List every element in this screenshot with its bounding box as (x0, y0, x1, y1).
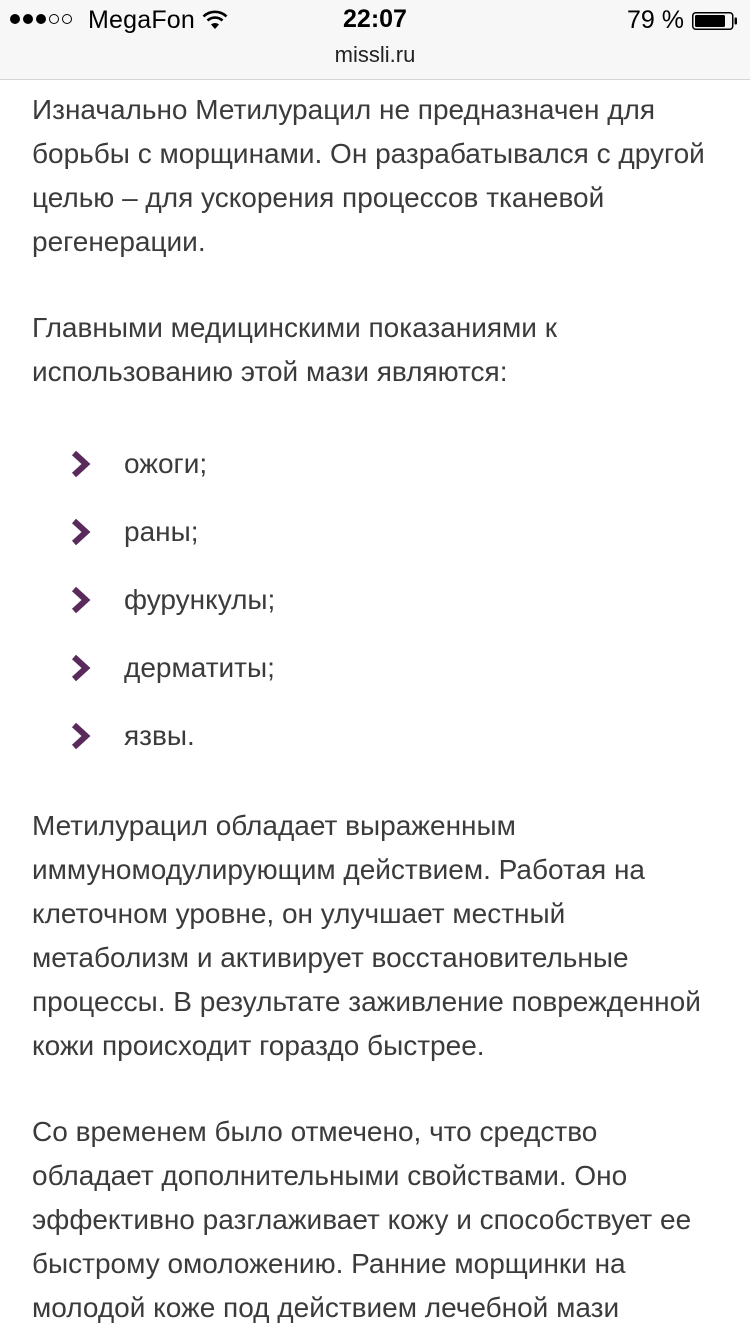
chevron-right-icon (70, 586, 92, 614)
indications-list (32, 430, 722, 770)
list-item (32, 702, 722, 770)
chevron-right-icon (70, 450, 92, 478)
battery-percentage: 79 % (627, 6, 684, 34)
article-body (32, 88, 722, 1330)
article-paragraph: Изначально Метилурацил не предназначен для борьбы с морщинами. Он разрабатывался с другой целью – для ускорения процессов тканевой регенерации. (32, 94, 705, 257)
browser-top-bar (0, 0, 750, 80)
status-bar (0, 0, 750, 40)
list-item-label: фурункулы; (124, 584, 276, 615)
list-item-label: раны; (124, 516, 199, 547)
status-time: 22:07 (343, 5, 407, 33)
address-bar[interactable]: missli.ru (334, 42, 416, 67)
list-item (32, 634, 722, 702)
article-paragraph: Главными медицинскими показаниями к использованию этой мази являются: (32, 312, 557, 387)
list-item (32, 566, 722, 634)
article-paragraph: Со временем было отмечено, что средство обладает дополнительными свойствами. Оно эффективно разглаживает кожу и способствует ее быстрому омоложению. Ранние морщинки на молодой коже под действием лечебной мази (32, 1116, 692, 1323)
battery-icon (692, 12, 738, 30)
list-item-label: дерматиты; (124, 652, 275, 683)
list-item-label: язвы. (124, 720, 195, 751)
chevron-right-icon (70, 518, 92, 546)
list-item-label: ожоги; (124, 448, 208, 479)
carrier-name: MegaFon (88, 6, 196, 34)
chevron-right-icon (70, 722, 92, 750)
chevron-right-icon (70, 654, 92, 682)
article-paragraph: Метилурацил обладает выраженным иммуномодулирующим действием. Работая на клеточном уровне, он улучшает местный метаболизм и активирует восстановительные процессы. В результате заживление поврежденной кожи происходит гораздо быстрее. (32, 810, 701, 1061)
list-item (32, 498, 722, 566)
list-item (32, 430, 722, 498)
